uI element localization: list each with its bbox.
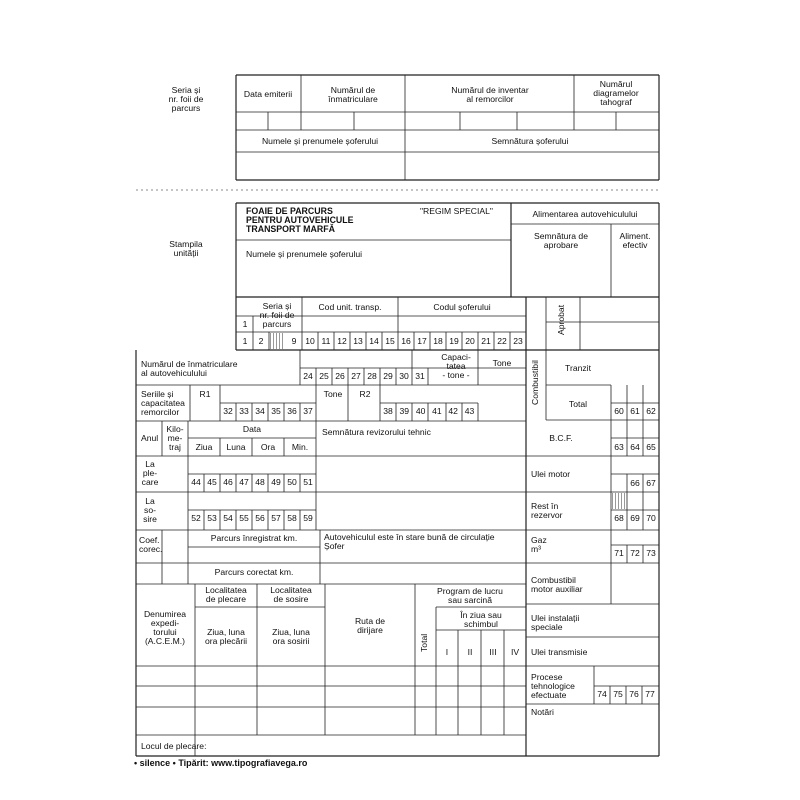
loc-plecare-label: Localitatea de plecare bbox=[205, 585, 247, 604]
tone-label: Tone bbox=[492, 358, 512, 368]
stub-semnatura-sofer: Semnătura șoferului bbox=[491, 136, 569, 146]
tranzit-label: Tranzit bbox=[565, 363, 591, 373]
parcurs-inregistrat: Parcurs înregistrat km. bbox=[210, 533, 298, 543]
code-number: 12 bbox=[337, 336, 347, 346]
code-number: 19 bbox=[449, 336, 459, 346]
sosire-number: 54 bbox=[223, 513, 233, 523]
code-number: 13 bbox=[353, 336, 363, 346]
plecare-number: 47 bbox=[239, 477, 249, 487]
sosire-number: 59 bbox=[303, 513, 313, 523]
fuel-number: 63 bbox=[614, 442, 624, 452]
locul-plecare-label: Locul de plecare: bbox=[141, 741, 207, 751]
coef-corec-label: Coef. corec. bbox=[139, 535, 163, 554]
remorci-number: 36 bbox=[287, 406, 297, 416]
remorci-number: 34 bbox=[255, 406, 265, 416]
shift-2: II bbox=[467, 647, 473, 657]
code-number: 21 bbox=[481, 336, 491, 346]
total-route-label: Total bbox=[419, 633, 429, 652]
in-ziua-label: În ziua sau schimbul bbox=[460, 610, 502, 629]
fuel-number: 68 bbox=[614, 513, 624, 523]
procese-label: Procese tehnologice efectuate bbox=[531, 672, 575, 700]
fuel-number: 61 bbox=[630, 406, 640, 416]
remorci-number: 42 bbox=[448, 406, 458, 416]
code-number: 20 bbox=[465, 336, 475, 346]
gaz-label: Gaz m³ bbox=[531, 535, 547, 554]
rest-rezervor-label: Rest în rezervor bbox=[531, 501, 563, 520]
stub-nume-sofer: Numele și prenumele șoferului bbox=[261, 136, 379, 146]
fuel-number: 72 bbox=[630, 548, 640, 558]
cod-unit-transp: Cod unit. transp. bbox=[318, 302, 382, 312]
sosire-number: 56 bbox=[255, 513, 265, 523]
remorci-number: 41 bbox=[432, 406, 442, 416]
denumirea-label: Denumirea expedi- torului (A.C.E.M.) bbox=[143, 609, 187, 646]
plecare-number: 46 bbox=[223, 477, 233, 487]
fuel-number: 64 bbox=[630, 442, 640, 452]
remorci-number: 40 bbox=[415, 406, 426, 416]
code-number: 11 bbox=[321, 336, 331, 346]
stare-buna-label: Autovehiculul este în stare bună de circulație Șofer bbox=[324, 532, 495, 551]
vehicle-number: 29 bbox=[383, 371, 393, 381]
ulei-transmisie-label: Ulei transmisie bbox=[531, 647, 588, 657]
hatched-cell-rest bbox=[612, 493, 626, 509]
anul-label: Anul bbox=[141, 433, 159, 443]
remorci-number: 43 bbox=[464, 406, 475, 416]
vehicle-number: 30 bbox=[399, 371, 409, 381]
stub-nr-inventar: Numărul de inventar al remorcilor bbox=[451, 85, 529, 104]
ziua-plecarii-label: Ziua, luna ora plecării bbox=[204, 627, 248, 646]
fuel-number: 62 bbox=[646, 406, 656, 416]
comb-aux-label: Combustibil motor auxiliar bbox=[531, 575, 583, 594]
plecare-number: 50 bbox=[287, 477, 297, 487]
code-number: 23 bbox=[513, 336, 523, 346]
ziua-sosirii-label: Ziua, luna ora sosirii bbox=[272, 627, 310, 646]
la-plecare-label: La ple- care bbox=[141, 459, 159, 487]
ora-label: Ora bbox=[260, 442, 276, 452]
cod-sofer: Codul șoferului bbox=[433, 302, 491, 312]
seriile-label: Seriile și capacitatea remorcilor bbox=[141, 389, 185, 417]
code-number: 18 bbox=[433, 336, 443, 346]
fuel-number: 75 bbox=[613, 689, 623, 699]
plecare-number: 45 bbox=[207, 477, 217, 487]
shift-3: III bbox=[489, 647, 497, 657]
stub-nr-diagrame: Numărul diagramelor tahograf bbox=[593, 79, 639, 107]
program-label: Program de lucru sau sarcină bbox=[437, 586, 503, 605]
code-number: 9 bbox=[291, 336, 297, 346]
la-sosire-label: La so- sire bbox=[143, 496, 157, 524]
loc-sosire-label: Localitatea de sosire bbox=[270, 585, 312, 604]
min-label: Min. bbox=[291, 442, 309, 452]
stub-data-emiterii: Data emiterii bbox=[243, 89, 293, 99]
remorci-number: 32 bbox=[223, 406, 233, 416]
semnatura-revizor: Semnătura revizorului tehnic bbox=[322, 427, 431, 437]
fuel-number: 65 bbox=[646, 442, 656, 452]
sosire-number: 53 bbox=[207, 513, 217, 523]
capacitatea-label: Capaci- tatea - tone - bbox=[441, 352, 471, 380]
fuel-number: 71 bbox=[614, 548, 624, 558]
vehicle-number: 27 bbox=[351, 371, 361, 381]
parcurs-corectat: Parcurs corectat km. bbox=[214, 567, 294, 577]
fuel-number: 69 bbox=[630, 513, 640, 523]
hatched-cell-codes bbox=[270, 333, 283, 349]
remorci-number: 33 bbox=[239, 406, 249, 416]
notari-label: Notări bbox=[531, 707, 554, 717]
remorci-number: 37 bbox=[303, 406, 313, 416]
nr-inmatriculare-auto: Numărul de înmatriculare al autovehiculului bbox=[141, 359, 238, 378]
code-number: 15 bbox=[385, 336, 395, 346]
plecare-number: 51 bbox=[303, 477, 313, 487]
form-title: FOAIE DE PARCURS PENTRU AUTOVEHICULE TRANSPORT MARFĂ bbox=[246, 206, 354, 234]
header-nume-sofer: Numele și prenumele șoferului bbox=[246, 249, 363, 259]
remorci-number: 38 bbox=[383, 406, 393, 416]
fuel-number: 60 bbox=[614, 406, 624, 416]
vehicle-number: 24 bbox=[303, 371, 313, 381]
fuel-number: 76 bbox=[629, 689, 639, 699]
footer-print: • silence • Tipărit: www.tipografiavega.ro bbox=[134, 758, 308, 768]
code-number: 1 bbox=[242, 336, 248, 346]
code-number: 2 bbox=[258, 336, 264, 346]
fuel-number: 73 bbox=[646, 548, 656, 558]
sosire-number: 57 bbox=[271, 513, 281, 523]
plecare-number: 49 bbox=[271, 477, 281, 487]
plecare-number: 48 bbox=[255, 477, 265, 487]
tone2-label: Tone bbox=[323, 389, 343, 399]
alimentarea-label: Alimentarea autovehiculului bbox=[532, 209, 638, 219]
bcf-label: B.C.F. bbox=[549, 433, 573, 443]
stub-nr-inmatriculare: Numărul de înmatriculare bbox=[328, 85, 378, 104]
ulei-motor-label: Ulei motor bbox=[531, 469, 571, 479]
vehicle-number: 25 bbox=[319, 371, 329, 381]
fuel-number: 70 bbox=[646, 513, 656, 523]
vehicle-number: 28 bbox=[367, 371, 377, 381]
sosire-number: 55 bbox=[239, 513, 249, 523]
regim-special: "REGIM SPECIAL" bbox=[420, 206, 493, 216]
ulei-instalatii-label: Ulei instalații speciale bbox=[531, 613, 580, 632]
stub-seria-label: Seria și nr. foii de parcurs bbox=[168, 85, 204, 113]
shift-1: I bbox=[445, 647, 449, 657]
codes-seria: Seria și nr. foii de parcurs bbox=[259, 301, 295, 329]
code-number: 22 bbox=[497, 336, 507, 346]
code-number: 17 bbox=[417, 336, 427, 346]
ruta-label: Ruta de dirijare bbox=[354, 616, 386, 635]
fuel-number: 66 bbox=[630, 478, 640, 488]
fuel-number: 67 bbox=[646, 478, 656, 488]
code-number: 14 bbox=[369, 336, 379, 346]
sosire-number: 52 bbox=[191, 513, 201, 523]
semnatura-aprobare: Semnătura de aprobare bbox=[534, 231, 588, 250]
stampila-label: Stampila unității bbox=[169, 239, 203, 258]
fuel-number: 74 bbox=[597, 689, 607, 699]
vehicle-number: 31 bbox=[415, 371, 425, 381]
combustibil-label: Combustibil bbox=[530, 360, 540, 405]
data-label: Data bbox=[242, 424, 262, 434]
vehicle-number: 26 bbox=[335, 371, 345, 381]
plecare-number: 44 bbox=[191, 477, 201, 487]
sosire-number: 58 bbox=[287, 513, 297, 523]
aliment-efectiv: Aliment. efectiv bbox=[619, 231, 651, 250]
r2-label: R2 bbox=[359, 389, 371, 399]
ziua-label: Ziua bbox=[195, 442, 213, 452]
kilometraj-label: Kilo- me- traj bbox=[166, 424, 184, 452]
code-n1: 1 bbox=[242, 319, 248, 329]
r1-label: R1 bbox=[199, 389, 211, 399]
luna-label: Luna bbox=[226, 442, 246, 452]
code-number: 16 bbox=[401, 336, 411, 346]
total-label: Total bbox=[568, 399, 588, 409]
code-number: 10 bbox=[305, 336, 315, 346]
aprobat-label: Aprobat bbox=[556, 304, 566, 335]
remorci-number: 39 bbox=[399, 406, 410, 416]
fuel-number: 77 bbox=[645, 689, 655, 699]
shift-4: IV bbox=[510, 647, 520, 657]
remorci-number: 35 bbox=[271, 406, 281, 416]
